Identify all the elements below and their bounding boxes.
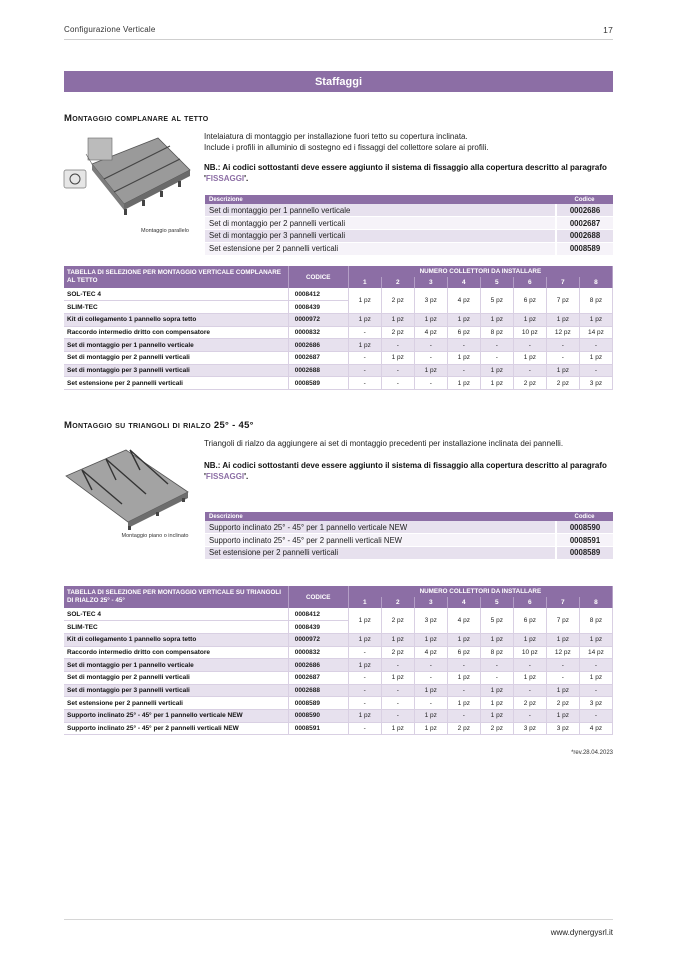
quantity-cell: 1 pz xyxy=(414,364,447,377)
quantity-cell: 4 pz xyxy=(447,288,480,313)
quantity-cell: 6 pz xyxy=(447,646,480,659)
component-label: Set di montaggio per 2 pannelli verticali xyxy=(64,671,288,684)
quantity-cell: - xyxy=(381,364,414,377)
table-row xyxy=(64,326,613,339)
quantity-cell: 4 pz xyxy=(414,646,447,659)
quantity-cell: 1 pz xyxy=(513,351,546,364)
quantity-cell: - xyxy=(414,339,447,352)
code-value: 0008590 xyxy=(556,521,613,534)
product-code: 0008439 xyxy=(288,301,348,314)
quantity-cell: - xyxy=(513,364,546,377)
quantity-cell: 8 pz xyxy=(579,608,612,633)
quantity-cell: - xyxy=(414,671,447,684)
table-row xyxy=(64,351,613,364)
collector-column-header: 3 xyxy=(414,277,447,288)
quantity-cell: 1 pz xyxy=(480,313,513,326)
quantity-cell: 2 pz xyxy=(513,377,546,390)
footer-website[interactable]: www.dynergysrl.it xyxy=(550,928,613,937)
table-row xyxy=(64,684,613,697)
quantity-cell: 5 pz xyxy=(480,608,513,633)
collector-column-header: 7 xyxy=(546,277,579,288)
quantity-cell: 8 pz xyxy=(579,288,612,313)
quantity-cell: - xyxy=(381,377,414,390)
quantity-cell: - xyxy=(348,646,381,659)
collector-column-header: 5 xyxy=(480,597,513,608)
quantity-cell: 2 pz xyxy=(381,326,414,339)
component-label: Set di montaggio per 3 pannelli verticali xyxy=(64,364,288,377)
code-desc: Set estensione per 2 pannelli verticali xyxy=(205,547,556,560)
quantity-cell: 1 pz xyxy=(546,364,579,377)
component-code: 0002687 xyxy=(288,671,348,684)
quantity-cell: - xyxy=(348,326,381,339)
code-value: 0002688 xyxy=(556,230,613,243)
component-code: 0002688 xyxy=(288,364,348,377)
quantity-cell: 5 pz xyxy=(480,288,513,313)
quantity-cell: 3 pz xyxy=(546,722,579,735)
table-row xyxy=(64,710,613,723)
code-table-code-header: Codice xyxy=(556,512,613,521)
quantity-cell: 1 pz xyxy=(348,633,381,646)
code-value: 0008589 xyxy=(556,242,613,255)
component-label: Raccordo intermedio dritto con compensatore xyxy=(64,326,288,339)
section2-fissaggi-link[interactable]: FISSAGGI xyxy=(205,472,245,481)
quantity-cell: - xyxy=(447,364,480,377)
collector-column-header: 6 xyxy=(513,277,546,288)
quantity-cell: 1 pz xyxy=(381,671,414,684)
quantity-cell: - xyxy=(381,710,414,723)
component-code: 0002688 xyxy=(288,684,348,697)
quantity-cell: 1 pz xyxy=(480,697,513,710)
component-label: Kit di collegamento 1 pannello sopra tetto xyxy=(64,633,288,646)
table-row xyxy=(64,377,613,390)
quantity-cell: 12 pz xyxy=(546,326,579,339)
section-banner: Staffaggi xyxy=(64,71,613,92)
section1-intro-line1: Intelaiatura di montaggio per installazione fuori tetto su copertura inclinata. xyxy=(204,132,468,141)
component-label: Supporto inclinato 25° - 45° per 1 pannello verticale NEW xyxy=(64,710,288,723)
quantity-cell: 1 pz xyxy=(414,633,447,646)
section1-selection-table xyxy=(64,266,613,390)
quantity-cell: 1 pz xyxy=(414,710,447,723)
quantity-cell: 8 pz xyxy=(480,326,513,339)
collector-column-header: 5 xyxy=(480,277,513,288)
quantity-cell: - xyxy=(480,339,513,352)
quantity-cell: 1 pz xyxy=(447,377,480,390)
quantity-cell: 1 pz xyxy=(546,684,579,697)
quantity-cell: 2 pz xyxy=(513,697,546,710)
quantity-cell: 1 pz xyxy=(579,351,612,364)
component-label: Set di montaggio per 1 pannello verticale xyxy=(64,339,288,352)
code-table-code-header: Codice xyxy=(556,195,613,204)
quantity-cell: 8 pz xyxy=(480,646,513,659)
component-code: 0000972 xyxy=(288,313,348,326)
quantity-cell: - xyxy=(579,684,612,697)
code-desc: Supporto inclinato 25° - 45° per 2 pannelli verticali NEW xyxy=(205,534,556,547)
tilted-mount-caption: Montaggio piano o inclinato xyxy=(121,533,189,539)
quantity-cell: - xyxy=(348,684,381,697)
parallel-mount-image xyxy=(62,134,192,226)
table-row xyxy=(64,339,613,352)
quantity-cell: - xyxy=(579,659,612,672)
revision-note: *rev.28.04.2023 xyxy=(571,750,613,756)
code-desc: Supporto inclinato 25° - 45° per 1 pannello verticale NEW xyxy=(205,521,556,534)
quantity-cell: - xyxy=(348,671,381,684)
code-value: 0002686 xyxy=(556,204,613,217)
quantity-cell: 1 pz xyxy=(381,313,414,326)
code-desc: Set di montaggio per 2 pannelli verticali xyxy=(205,217,556,230)
quantity-cell: 1 pz xyxy=(579,671,612,684)
component-label: Set di montaggio per 2 pannelli verticali xyxy=(64,351,288,364)
component-code: 0000972 xyxy=(288,633,348,646)
collector-column-header: 4 xyxy=(447,277,480,288)
component-code: 0008589 xyxy=(288,377,348,390)
quantity-cell: 1 pz xyxy=(513,313,546,326)
table-row xyxy=(64,313,613,326)
quantity-cell: - xyxy=(546,339,579,352)
quantity-cell: 1 pz xyxy=(447,697,480,710)
quantity-cell: 1 pz xyxy=(546,313,579,326)
quantity-cell: 3 pz xyxy=(414,608,447,633)
collector-column-header: 1 xyxy=(348,277,381,288)
section2-intro-line1: Triangoli di rialzo da aggiungere ai set di montaggio precedenti per installazione inclinata dei pannelli. xyxy=(204,439,564,448)
quantity-cell: 1 pz xyxy=(480,684,513,697)
quantity-cell: 1 pz xyxy=(513,633,546,646)
product-label: SOL-TEC 4 xyxy=(64,288,288,301)
section2-note-text: NB.: Ai codici sottostanti deve essere aggiunto il sistema di fissaggio alla copertura descritto al paragrafo ' xyxy=(204,461,607,481)
collector-column-header: 8 xyxy=(579,597,612,608)
quantity-cell: - xyxy=(579,710,612,723)
quantity-cell: - xyxy=(513,710,546,723)
table-row xyxy=(64,671,613,684)
product-label: SOL-TEC 4 xyxy=(64,608,288,621)
component-code: 0008590 xyxy=(288,710,348,723)
component-label: Set estensione per 2 pannelli verticali xyxy=(64,697,288,710)
section1-note-end: '. xyxy=(244,174,249,183)
footer-divider xyxy=(64,919,613,920)
collector-count-header: NUMERO COLLETTORI DA INSTALLARE xyxy=(348,586,612,597)
section1-intro-line2: Include i profili in alluminio di sostegno ed i fissaggi del collettore solare ai profili. xyxy=(204,142,489,152)
selection-table-title: TABELLA DI SELEZIONE PER MONTAGGIO VERTICALE COMPLANARE AL TETTO xyxy=(64,266,288,288)
quantity-cell: - xyxy=(480,659,513,672)
quantity-cell: - xyxy=(348,697,381,710)
quantity-cell: 4 pz xyxy=(579,722,612,735)
quantity-cell: - xyxy=(414,697,447,710)
selection-table-title: TABELLA DI SELEZIONE PER MONTAGGIO VERTICALE SU TRIANGOLI DI RIALZO 25° - 45° xyxy=(64,586,288,608)
quantity-cell: - xyxy=(381,659,414,672)
quantity-cell: 2 pz xyxy=(546,697,579,710)
component-label: Set di montaggio per 3 pannelli verticali xyxy=(64,684,288,697)
code-value: 0008591 xyxy=(556,534,613,547)
quantity-cell: - xyxy=(414,659,447,672)
quantity-cell: 1 pz xyxy=(348,659,381,672)
quantity-cell: - xyxy=(414,377,447,390)
quantity-cell: 1 pz xyxy=(414,722,447,735)
table-row xyxy=(64,659,613,672)
component-code: 0002686 xyxy=(288,659,348,672)
quantity-cell: 12 pz xyxy=(546,646,579,659)
tilted-mount-image xyxy=(62,446,192,530)
quantity-cell: 1 pz xyxy=(348,608,381,633)
quantity-cell: 10 pz xyxy=(513,326,546,339)
collector-column-header: 2 xyxy=(381,597,414,608)
code-desc: Set estensione per 2 pannelli verticali xyxy=(205,242,556,255)
section2-code-table xyxy=(205,512,613,560)
quantity-cell: 1 pz xyxy=(447,671,480,684)
section2-intro xyxy=(204,439,613,450)
quantity-cell: 3 pz xyxy=(513,722,546,735)
quantity-cell: 1 pz xyxy=(447,633,480,646)
quantity-cell: 1 pz xyxy=(579,313,612,326)
component-code: 0008591 xyxy=(288,722,348,735)
code-value: 0008589 xyxy=(556,547,613,560)
product-code: 0008439 xyxy=(288,621,348,634)
quantity-cell: 1 pz xyxy=(480,364,513,377)
quantity-cell: 6 pz xyxy=(513,608,546,633)
quantity-cell: 2 pz xyxy=(480,722,513,735)
quantity-cell: 1 pz xyxy=(546,633,579,646)
collector-column-header: 3 xyxy=(414,597,447,608)
table-row xyxy=(64,364,613,377)
running-head xyxy=(64,25,613,39)
quantity-cell: 14 pz xyxy=(579,646,612,659)
component-code: 0002686 xyxy=(288,339,348,352)
component-code: 0008589 xyxy=(288,697,348,710)
quantity-cell: 10 pz xyxy=(513,646,546,659)
quantity-cell: - xyxy=(447,339,480,352)
section1-title: Montaggio complanare al tetto xyxy=(64,113,209,124)
quantity-cell: 4 pz xyxy=(414,326,447,339)
quantity-cell: 1 pz xyxy=(480,633,513,646)
quantity-cell: 1 pz xyxy=(381,351,414,364)
collector-column-header: 7 xyxy=(546,597,579,608)
component-label: Set di montaggio per 1 pannello verticale xyxy=(64,659,288,672)
collector-column-header: 2 xyxy=(381,277,414,288)
quantity-cell: 6 pz xyxy=(447,326,480,339)
quantity-cell: 1 pz xyxy=(348,288,381,313)
codice-header: CODICE xyxy=(288,586,348,608)
quantity-cell: 2 pz xyxy=(381,288,414,313)
quantity-cell: - xyxy=(447,659,480,672)
code-table-desc-header: Descrizione xyxy=(205,195,556,204)
section1-intro xyxy=(204,132,613,153)
collector-count-header: NUMERO COLLETTORI DA INSTALLARE xyxy=(348,266,612,277)
code-desc: Set di montaggio per 3 pannelli verticali xyxy=(205,230,556,243)
page-number: 17 xyxy=(603,25,613,35)
table-row xyxy=(64,646,613,659)
product-code: 0008412 xyxy=(288,288,348,301)
component-label: Supporto inclinato 25° - 45° per 2 pannelli verticali NEW xyxy=(64,722,288,735)
quantity-cell: - xyxy=(381,697,414,710)
quantity-cell: 1 pz xyxy=(480,377,513,390)
quantity-cell: - xyxy=(381,339,414,352)
quantity-cell: - xyxy=(447,710,480,723)
quantity-cell: - xyxy=(348,377,381,390)
quantity-cell: 2 pz xyxy=(447,722,480,735)
quantity-cell: - xyxy=(348,364,381,377)
quantity-cell: 1 pz xyxy=(414,684,447,697)
quantity-cell: 7 pz xyxy=(546,608,579,633)
collector-column-header: 8 xyxy=(579,277,612,288)
quantity-cell: 7 pz xyxy=(546,288,579,313)
quantity-cell: 14 pz xyxy=(579,326,612,339)
quantity-cell: - xyxy=(381,684,414,697)
codice-header: CODICE xyxy=(288,266,348,288)
quantity-cell: - xyxy=(579,339,612,352)
product-label: SLIM-TEC xyxy=(64,621,288,634)
quantity-cell: 1 pz xyxy=(348,710,381,723)
quantity-cell: 6 pz xyxy=(513,288,546,313)
chapter-title: Configurazione Verticale xyxy=(64,25,156,34)
section2-note xyxy=(204,460,613,482)
quantity-cell: 1 pz xyxy=(348,339,381,352)
section1-note xyxy=(204,162,613,184)
quantity-cell: 1 pz xyxy=(381,633,414,646)
quantity-cell: - xyxy=(414,351,447,364)
quantity-cell: - xyxy=(579,364,612,377)
quantity-cell: 3 pz xyxy=(579,697,612,710)
component-code: 0000832 xyxy=(288,326,348,339)
quantity-cell: 2 pz xyxy=(381,646,414,659)
header-divider xyxy=(64,39,613,40)
quantity-cell: 3 pz xyxy=(579,377,612,390)
product-label: SLIM-TEC xyxy=(64,301,288,314)
component-code: 0000832 xyxy=(288,646,348,659)
quantity-cell: - xyxy=(480,671,513,684)
quantity-cell: - xyxy=(348,351,381,364)
quantity-cell: 1 pz xyxy=(348,313,381,326)
quantity-cell: - xyxy=(447,684,480,697)
quantity-cell: - xyxy=(546,659,579,672)
code-value: 0002687 xyxy=(556,217,613,230)
quantity-cell: 3 pz xyxy=(414,288,447,313)
quantity-cell: 1 pz xyxy=(447,351,480,364)
quantity-cell: - xyxy=(348,722,381,735)
code-desc: Set di montaggio per 1 pannello verticale xyxy=(205,204,556,217)
quantity-cell: 4 pz xyxy=(447,608,480,633)
section1-fissaggi-link[interactable]: FISSAGGI xyxy=(205,174,245,183)
quantity-cell: 2 pz xyxy=(546,377,579,390)
table-row xyxy=(64,722,613,735)
component-label: Raccordo intermedio dritto con compensatore xyxy=(64,646,288,659)
quantity-cell: - xyxy=(546,671,579,684)
quantity-cell: 1 pz xyxy=(414,313,447,326)
collector-column-header: 6 xyxy=(513,597,546,608)
component-label: Kit di collegamento 1 pannello sopra tetto xyxy=(64,313,288,326)
table-row xyxy=(64,633,613,646)
quantity-cell: - xyxy=(513,659,546,672)
quantity-cell: 1 pz xyxy=(480,710,513,723)
section2-selection-table xyxy=(64,586,613,735)
quantity-cell: - xyxy=(513,684,546,697)
table-row xyxy=(64,697,613,710)
component-label: Set estensione per 2 pannelli verticali xyxy=(64,377,288,390)
collector-column-header: 1 xyxy=(348,597,381,608)
component-code: 0002687 xyxy=(288,351,348,364)
section1-note-text: NB.: Ai codici sottostanti deve essere aggiunto il sistema di fissaggio alla copertura descritto al paragrafo ' xyxy=(204,163,607,183)
quantity-cell: - xyxy=(480,351,513,364)
section1-code-table xyxy=(205,195,613,256)
product-code: 0008412 xyxy=(288,608,348,621)
section2-title: Montaggio su triangoli di rialzo 25° - 45° xyxy=(64,420,254,431)
quantity-cell: - xyxy=(546,351,579,364)
quantity-cell: - xyxy=(513,339,546,352)
parallel-mount-caption: Montaggio parallelo xyxy=(140,228,189,234)
collector-column-header: 4 xyxy=(447,597,480,608)
section2-note-end: '. xyxy=(244,472,249,481)
code-table-desc-header: Descrizione xyxy=(205,512,556,521)
quantity-cell: 1 pz xyxy=(546,710,579,723)
quantity-cell: 1 pz xyxy=(447,313,480,326)
quantity-cell: 2 pz xyxy=(381,608,414,633)
quantity-cell: 1 pz xyxy=(381,722,414,735)
quantity-cell: 1 pz xyxy=(579,633,612,646)
quantity-cell: 1 pz xyxy=(513,671,546,684)
